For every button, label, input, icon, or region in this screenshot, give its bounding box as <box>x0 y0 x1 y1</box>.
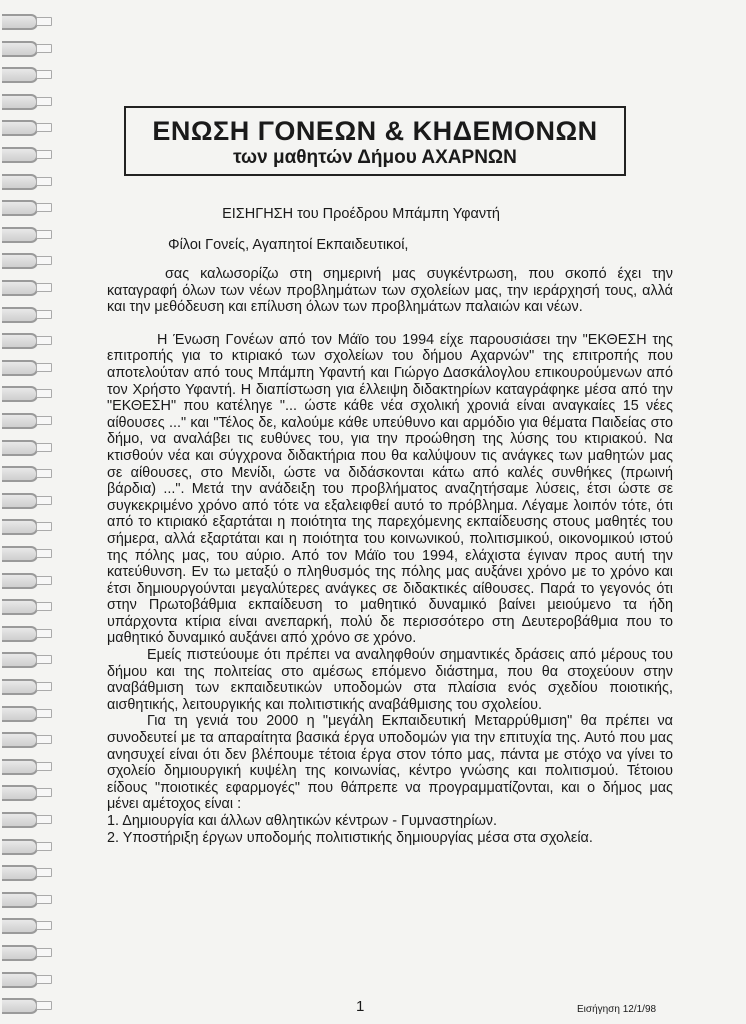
binding-coil <box>0 998 52 1012</box>
binding-coil <box>0 413 52 427</box>
paragraph-4: Για τη γενιά του 2000 η "μεγάλη Εκπαιδευτική Μεταρρύθμιση" θα πρέπει να συνοδευτεί με τα απαραίτητα βασικά έργα υποδομών για την επιτυχία της. Αυτό που μας ανησυχεί είναι ότι δεν βλέπουμε τέτοια έργα στον τόπο μας, πάντα με στόχο να γίνει το σχολείο δημιουργική κυψέλη της κοινωνίας, κέντρο γνώσης και πολιτισμού. Τέτοιου είδους "ποιοτικές εφαρμογές" που θάπρεπε να προγραμματίζονται, και ο δήμος μας μένει αμέτοχος είναι : <box>107 713 673 813</box>
binding-coil <box>0 147 52 161</box>
binding-coil <box>0 41 52 55</box>
footer-reference: Εισήγηση 12/1/98 <box>577 1004 657 1015</box>
binding-coil <box>0 679 52 693</box>
binding-coil <box>0 732 52 746</box>
page-number: 1 <box>356 998 365 1015</box>
binding-coil <box>0 759 52 773</box>
binding-coil <box>0 626 52 640</box>
binding-coil <box>0 200 52 214</box>
list-item: 2. Υποστήριξη έργων υποδομής πολιτιστικής δημιουργίας μέσα στα σχολεία. <box>107 829 593 846</box>
paragraph-2: Η Ένωση Γονέων από τον Μάϊο του 1994 είχε παρουσιάσει την "ΕΚΘΕΣΗ της επιτροπής για το κτιριακό των σχολείων του δήμου Αχαρνών" της επιτροπής που αποτελούταν από τους Μπάμπη Υφαντή και Γιώργο Δασκάλογλου επικουρούμενων από τον Χρήστο Υφαντή. Η διαπίστωση για έλλειψη διδακτηρίων καταγράφηκε μέσα από την "ΕΚΘΕΣΗ" που κατέληγε "... ώστε κάθε νέα σχολική χρονιά είναι αναγκαίες 15 νέες αίθουσες ..." και "Τέλος δε, καλούμε κάθε υπεύθυνο και αρμόδιο για θέματα Παιδείας στο δήμο, να αναλάβει τις ευθύνες του, για την προώθηση της λύσης του κτιριακού. Να κτισθούν νέα και σύγχρονα διδακτήρια που θα καλύψουν τις ανάγκες των μαθητών μας σε αίθουσες, στο Μενίδι, ώστε να διδάσκονται κάτω από καλές συνθήκες (πρωινή βάρδια) ...". Μετά την ανάδειξη του προβλήματος αναζητήσαμε λύσεις, έτσι ώστε σε συγκεκριμένο χρόνο από τότε να εξαλειφθεί αυτό το πρόβλημα. Λέγαμε λοιπόν τότε, ότι από το κτιριακό εξαρτάται η ποιότητα της παρεχόμενης εκπαίδευσης στους μαθητές του σήμερα, αλλά εξαρτάται και η ποιότητα του κοινωνικού, πολιτισμικού, οικονομικού ιστού της πόλης μας, του αύριο. Από τον Μάϊο του 1994, ελάχιστα έγιναν προς αυτή την κατεύθυνση. Εν τω μεταξύ ο πληθυσμός της πόλης μας αυξάνει χρόνο με το χρόνο και έτσι δημιουργούνται μεγαλύτερες ανάγκες σε διδακτικές αίθουσες. Παρά το γεγονός ότι στην Πρωτοβάθμια εκπαίδευση το μαθητικό δυναμικό βαίνει μειούμενο τα ήδη υπάρχοντα κτίρια είναι ανεπαρκή, πολύ δε περισσότερο στη Δευτεροβάθμια που το μαθητικό δυναμικό αυξάνει από χρόνο σε χρόνο. <box>107 331 673 647</box>
binding-coil <box>0 440 52 454</box>
binding-coil <box>0 706 52 720</box>
document-page <box>56 0 746 1024</box>
binding-coil <box>0 599 52 613</box>
binding-coil <box>0 972 52 986</box>
binding-coil <box>0 493 52 507</box>
body-text <box>107 266 673 846</box>
binding-coil <box>0 918 52 932</box>
binding-coil <box>0 386 52 400</box>
binding-coil <box>0 945 52 959</box>
binding-coil <box>0 892 52 906</box>
speech-heading: ΕΙΣΗΓΗΣΗ του Προέδρου Μπάμπη Υφαντή <box>222 206 500 222</box>
binding-coil <box>0 280 52 294</box>
binding-coil <box>0 466 52 480</box>
binding-coil <box>0 546 52 560</box>
paragraph-1: σας καλωσορίζω στη σημερινή μας συγκέντρωση, που σκοπό έχει την καταγραφή όλων των νέων προβλημάτων των σχολείων μας, την ιεράρχησή τους, αλλά και την μεθόδευση και επίλυση όλων των προβλημάτων παλαιών και νέων. <box>107 266 673 316</box>
document-title: ΕΝΩΣΗ ΓΟΝΕΩΝ & ΚΗΔΕΜΟΝΩΝ <box>152 116 598 146</box>
list-item: 1. Δημιουργία και άλλων αθλητικών κέντρων - Γυμναστηρίων. <box>107 813 497 829</box>
binding-coil <box>0 839 52 853</box>
binding-coil <box>0 333 52 347</box>
paragraph-3: Εμείς πιστεύουμε ότι πρέπει να αναληφθούν σημαντικές δράσεις από μέρους του δήμου και της πολιτείας στο αμέσως επόμενο διάστημα, που θα στοχεύουν στην αναβάθμιση των εκπαιδευτικών υποδομών στα πλαίσια ενός σχεδίου ποιοτικής, αισθητικής, λειτουργικής και πολιτιστικής αναβάθμισης του σχολείου. <box>107 647 673 713</box>
binding-coil <box>0 519 52 533</box>
binding-coil <box>0 94 52 108</box>
list <box>107 813 673 846</box>
binding-coil <box>0 253 52 267</box>
binding-coil <box>0 812 52 826</box>
binding-coil <box>0 67 52 81</box>
binding-coil <box>0 174 52 188</box>
title-box <box>124 106 626 176</box>
greeting: Φίλοι Γονείς, Αγαπητοί Εκπαιδευτικοί, <box>168 237 409 253</box>
spiral-binding <box>0 0 52 1024</box>
binding-coil <box>0 573 52 587</box>
binding-coil <box>0 14 52 28</box>
binding-coil <box>0 120 52 134</box>
document-subtitle: των μαθητών Δήμου ΑΧΑΡΝΩΝ <box>233 147 517 168</box>
binding-coil <box>0 360 52 374</box>
binding-coil <box>0 307 52 321</box>
binding-coil <box>0 652 52 666</box>
binding-coil <box>0 785 52 799</box>
binding-coil <box>0 865 52 879</box>
binding-coil <box>0 227 52 241</box>
